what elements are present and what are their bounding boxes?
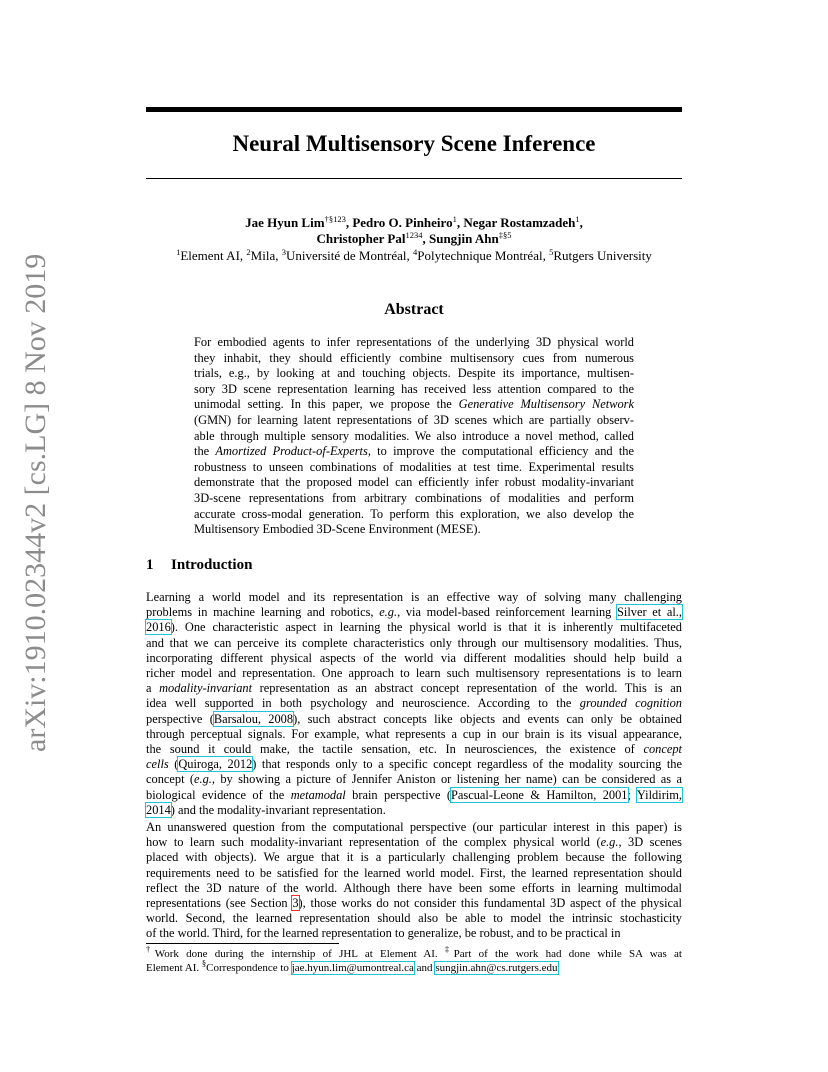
footnote-mark: ‡ <box>444 944 454 954</box>
emphasis: e.g. <box>379 605 398 620</box>
body-line: a modality-invariant representation as an abstract concept representation of the world. This is an <box>146 681 682 696</box>
body-line: idea well supported in both psychology and neuroscience. According to the grounded cognition <box>146 696 682 711</box>
author-line-1: Jae Hyun Lim$^{\dagger\S 123}$, Pedro O. Pinheiro$^1$, Negar Rostamzadeh$^1$, <box>245 214 583 230</box>
paper-title: Neural Multisensory Scene Inference <box>232 131 596 156</box>
author-name: Pedro O. Pinheiro <box>352 215 453 230</box>
abstract-line: able through multiple sensory modalities. We also introduce a novel method, called <box>194 428 634 443</box>
abstract-line: they inhabit, they should efficiently combine multisensory cues from numerous <box>194 350 634 365</box>
body-line: 2014) and the modality-invariant representation. <box>146 802 386 817</box>
emphasis: modality-invariant <box>159 681 253 696</box>
footnote-mark: † <box>146 944 155 954</box>
emphasis: Amortized Product-of-Experts <box>215 444 368 459</box>
title-bottom-rule <box>146 178 682 179</box>
abstract-line: the Amortized Product-of-Experts, to improve the computational efficiency and the <box>194 444 635 459</box>
footnote-rule <box>146 943 339 944</box>
affiliation-mark: 4 <box>413 247 418 257</box>
author-affiliation-mark: ‡§5 <box>498 230 512 240</box>
author-name: Sungjin Ahn <box>428 231 499 246</box>
body-line: incorporating different physical aspects of the world via different modalities should help build a <box>146 650 682 665</box>
email-link-sa[interactable]: sungjin.ahn@cs.rutgers.edu <box>435 962 558 974</box>
footnote-line-1: †Work done during the internship of JHL at Element AI. ‡Part of the work had done while SA was at <box>146 944 682 960</box>
body-line: 2016). One characteristic aspect in learning the physical world is that it is inherently multifaceted <box>146 620 682 635</box>
affiliation-name: Université de Montréal <box>285 248 407 263</box>
title-top-rule <box>146 107 682 112</box>
section-ref-link[interactable]: 3 <box>292 896 299 910</box>
citation-link[interactable]: Silver et al., <box>617 605 682 620</box>
abstract-line: 3D-scene representations from arbitrary combinations of modalities and perform <box>194 491 634 505</box>
affiliation-mark: 1 <box>176 247 181 257</box>
abstract-line: robustness to unseen combinations of modalities at test time. Experimental results <box>194 459 634 474</box>
abstract-line: For embodied agents to infer representations of the underlying 3D physical world <box>194 335 634 349</box>
abstract-line: (GMN) for learning latent representations of 3D scenes which are partially observ- <box>194 413 634 427</box>
citation-link[interactable]: 2014 <box>146 802 171 817</box>
affiliation-mark: 5 <box>549 247 554 257</box>
emphasis: grounded cognition <box>579 696 682 711</box>
author-name: Negar Rostamzadeh <box>463 215 576 230</box>
body-line: representations (see Section 3), those works do not consider this fundamental 3D aspect of the physical <box>146 896 682 910</box>
abstract-line: sory 3D scene representation learning has received less attention compared to the <box>194 381 634 396</box>
author-name: Christopher Pal <box>316 231 406 246</box>
body-line: placed with objects). We argue that it is a particularly challenging problem because the following <box>146 850 682 865</box>
citation-link[interactable]: Yildirim, <box>636 787 682 802</box>
body-line: and that we can perceive its complete characteristics only through our multisensory modalities. Thus, <box>146 635 682 650</box>
citation-link[interactable]: Quiroga, 2012 <box>178 757 253 772</box>
email-link-jhl[interactable]: jae.hyun.lim@umontreal.ca <box>291 962 414 974</box>
emphasis: cells <box>146 757 169 772</box>
footnote-line-2: Element AI. §Correspondence to jae.hyun.lim@umontreal.ca and sungjin.ahn@cs.rutgers.edu <box>146 958 558 974</box>
body-line: biological evidence of the metamodal brain perspective (Pascual-Leone & Hamilton, 2001; Yildirim, <box>146 787 682 802</box>
emphasis: e.g. <box>600 835 619 850</box>
emphasis: concept <box>643 742 682 756</box>
abstract-line: trials, e.g., by looking at and touching objects. Despite its importance, multisen- <box>194 366 634 381</box>
abstract-line: demonstrate that the proposed model can efficiently infer robust modality-invariant <box>194 475 634 490</box>
body-line: of the world. Third, for the learned representation to generalize, be robust, and to be practical in <box>146 926 621 941</box>
affiliation-name: Mila <box>250 248 276 263</box>
abstract-line: accurate cross-modal generation. To perform this exploration, we also develop the <box>194 506 634 521</box>
affiliation-name: Rutgers University <box>553 248 652 263</box>
arxiv-margin-stamp: arXiv:1910.02344v2 [cs.LG] 8 Nov 2019 <box>19 253 52 752</box>
citation-link[interactable]: Pascual-Leone & Hamilton, 2001 <box>451 787 628 802</box>
affiliation-mark: 3 <box>281 247 286 257</box>
body-line: Learning a world model and its representation is an effective way of solving many challenging <box>146 590 682 604</box>
affiliation-name: Polytechnique Montréal <box>417 248 543 263</box>
body-line: perspective (Barsalou, 2008), such abstract concepts like objects and events can only be obtained <box>146 711 682 726</box>
section-heading-introduction <box>146 555 252 575</box>
author-affiliation-mark: †§123 <box>324 214 346 224</box>
emphasis: e.g. <box>194 772 212 787</box>
body-line: how to learn such modality-invariant representation of the complex physical world (e.g., 3D scenes <box>146 835 683 850</box>
body-line: the sound it could make, the tactile sensation, etc. In neurosciences, the existence of concept <box>146 742 682 756</box>
affiliations: $^1$Element AI, $^2$Mila, $^3$Université de Montréal, $^4$Polytechnique Montréal, $^5$Rutgers University <box>176 247 652 263</box>
affiliation-name: Element AI <box>180 248 240 263</box>
author-name: Jae Hyun Lim <box>245 215 325 230</box>
abstract-heading: Abstract <box>384 301 444 318</box>
section-number: 1 <box>146 557 154 573</box>
author-list <box>146 215 682 247</box>
abstract-line: unimodal setting. In this paper, we propose the Generative Multisensory Network <box>194 397 634 412</box>
body-line: cells (Quiroga, 2012) that responds only to a specific concept regardless of the modality sourcing the <box>146 757 682 772</box>
emphasis: Generative Multisensory Network <box>458 397 634 412</box>
author-affiliation-mark: 1 <box>575 214 580 224</box>
abstract-line: Multisensory Embodied 3D-Scene Environment (MESE). <box>194 522 481 537</box>
author-affiliation-mark: 1 <box>452 214 457 224</box>
emphasis: metamodal <box>290 787 346 802</box>
author-affiliation-mark: 1234 <box>405 230 423 240</box>
body-line: reflect the 3D nature of the world. Although there have been some efforts in learning multimodal <box>146 880 682 895</box>
body-line: world. Second, the learned representation should also be able to model the intrinsic stochasticity <box>146 911 682 926</box>
citation-link[interactable]: Barsalou, 2008 <box>213 711 294 726</box>
section-title: Introduction <box>171 557 253 573</box>
body-line: richer model and representation. One approach to learn such multisensory representations is to learn <box>146 666 682 680</box>
citation-link[interactable]: 2016 <box>146 620 171 635</box>
author-line-2: Christopher Pal$^{1234}$, Sungjin Ahn$^{\ddagger\S 5}$ <box>316 230 512 246</box>
body-line: An unanswered question from the computational perspective (our particular interest in this paper) is <box>146 820 682 834</box>
body-line: problems in machine learning and robotics, e.g., via model-based reinforcement learning Silver et al., <box>146 605 682 620</box>
body-line: requirements need to be satisfied for the learned world model. First, the learned representation should <box>146 865 682 880</box>
affiliation-mark: 2 <box>246 247 251 257</box>
body-line: concept (e.g., by showing a picture of Jennifer Aniston or listening her name) can be considered as a <box>146 772 682 787</box>
body-line: through perceptual signals. For example, what represents a cup in our brain is its visual appearance, <box>146 726 682 741</box>
